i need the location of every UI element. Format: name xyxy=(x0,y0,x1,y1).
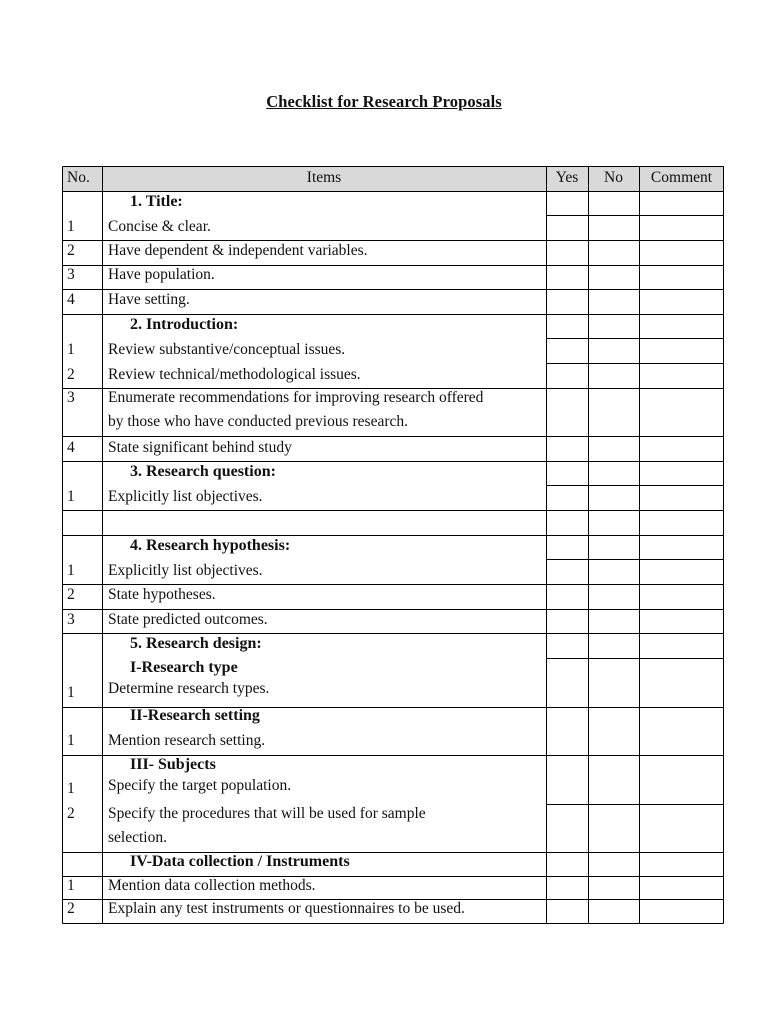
document-title: Checklist for Research Proposals xyxy=(266,92,502,111)
row-number: 4 xyxy=(67,439,75,456)
checklist-item: Review technical/methodological issues. xyxy=(108,366,361,383)
row-number: 1 xyxy=(67,341,75,358)
row-number: 1 xyxy=(67,732,75,749)
column-header-no: No. xyxy=(67,169,90,186)
checklist-item: Explain any test instruments or questionnaires to be used. xyxy=(108,900,465,917)
checklist-item: Mention data collection methods. xyxy=(108,877,316,894)
subsection-heading: II-Research setting xyxy=(130,707,260,724)
row-number: 1 xyxy=(67,562,75,579)
column-header-comment: Comment xyxy=(650,169,713,186)
checklist-item: State significant behind study xyxy=(108,439,292,456)
checklist-item: Concise & clear. xyxy=(108,218,211,235)
subsection-heading: IV-Data collection / Instruments xyxy=(130,853,350,870)
column-header-no-answer: No xyxy=(604,169,623,186)
row-number: 1 xyxy=(67,488,75,505)
row-number: 2 xyxy=(67,900,75,917)
checklist-item: State hypotheses. xyxy=(108,586,216,603)
row-number: 1 xyxy=(67,877,75,894)
checklist-item-continued: by those who have conducted previous research. xyxy=(108,413,408,430)
row-number: 4 xyxy=(67,291,75,308)
section-heading: 5. Research design: xyxy=(130,635,262,652)
subsection-heading: III- Subjects xyxy=(130,756,216,773)
checklist-item: Have dependent & independent variables. xyxy=(108,242,368,259)
section-heading: 1. Title: xyxy=(130,193,183,210)
section-heading: 2. Introduction: xyxy=(130,316,239,333)
subsection-heading: I-Research type xyxy=(130,659,238,676)
column-header-items: Items xyxy=(306,169,342,186)
checklist-item: Explicitly list objectives. xyxy=(108,488,263,505)
row-number: 1 xyxy=(67,218,75,235)
section-heading: 3. Research question: xyxy=(130,463,276,480)
checklist-item: Explicitly list objectives. xyxy=(108,562,263,579)
row-number: 2 xyxy=(67,586,75,603)
row-number: 3 xyxy=(67,611,75,628)
checklist-item: Specify the target population. xyxy=(108,777,292,794)
row-number: 3 xyxy=(67,266,75,283)
row-number: 2 xyxy=(67,366,75,383)
column-header-yes: Yes xyxy=(555,169,579,186)
checklist-item: Determine research types. xyxy=(108,680,270,697)
checklist-item-continued: selection. xyxy=(108,829,167,846)
checklist-item: State predicted outcomes. xyxy=(108,611,268,628)
checklist-item: Review substantive/conceptual issues. xyxy=(108,341,346,358)
row-number: 1 xyxy=(67,684,75,701)
checklist-item: Have setting. xyxy=(108,291,190,308)
row-number: 2 xyxy=(67,805,75,822)
checklist-item: Have population. xyxy=(108,266,215,283)
checklist-item: Enumerate recommendations for improving research offered xyxy=(108,389,484,406)
row-number: 3 xyxy=(67,389,75,406)
checklist-table xyxy=(62,166,724,923)
row-number: 1 xyxy=(67,780,75,797)
checklist-item: Specify the procedures that will be used for sample xyxy=(108,805,426,822)
section-heading: 4. Research hypothesis: xyxy=(130,537,291,554)
checklist-item: Mention research setting. xyxy=(108,732,266,749)
row-number: 2 xyxy=(67,242,75,259)
